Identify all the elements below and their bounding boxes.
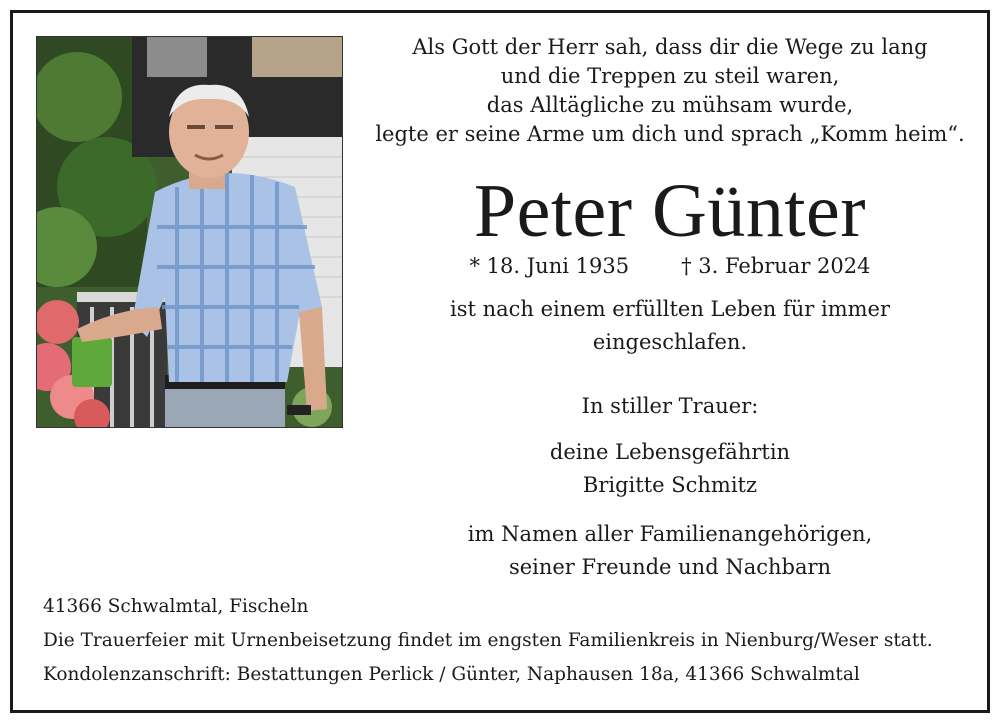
condolence-address-line: Kondolenzanschrift: Bestattungen Perlick / Günter, Naphausen 18a, 41366 Schwalmtal <box>43 664 860 685</box>
location-line: 41366 Schwalmtal, Fischeln <box>43 596 309 617</box>
family-block <box>360 518 980 584</box>
partner-name: Brigitte Schmitz <box>582 473 758 497</box>
message-line: ist nach einem erfüllten Leben für immer <box>449 297 891 321</box>
partner-block <box>360 436 980 502</box>
ceremony-line: Die Trauerfeier mit Urnenbeisetzung findet im engsten Familienkreis in Nienburg/Weser statt. <box>43 630 933 651</box>
poem-line: Als Gott der Herr sah, dass dir die Wege zu lang <box>412 35 928 59</box>
family-line: seiner Freunde und Nachbarn <box>508 555 832 579</box>
death-date: † 3. Februar 2024 <box>681 254 871 278</box>
portrait-photo <box>36 36 343 428</box>
mourning-heading: In stiller Trauer: <box>581 394 759 418</box>
footer-info <box>43 590 978 692</box>
poem <box>360 33 980 149</box>
poem-line: das Alltägliche zu mühsam wurde, <box>486 93 854 117</box>
life-dates <box>360 252 980 280</box>
deceased-name: Peter Günter <box>473 169 867 253</box>
message-line: eingeschlafen. <box>592 330 748 354</box>
partner-relation: deine Lebensgefährtin <box>549 440 791 464</box>
family-line: im Namen aller Familienangehörigen, <box>467 522 873 546</box>
poem-line: legte er seine Arme um dich und sprach „Komm heim“. <box>375 122 965 146</box>
poem-line: und die Treppen zu steil waren, <box>500 64 840 88</box>
passing-message <box>360 293 980 359</box>
birth-date: * 18. Juni 1935 <box>469 254 630 278</box>
